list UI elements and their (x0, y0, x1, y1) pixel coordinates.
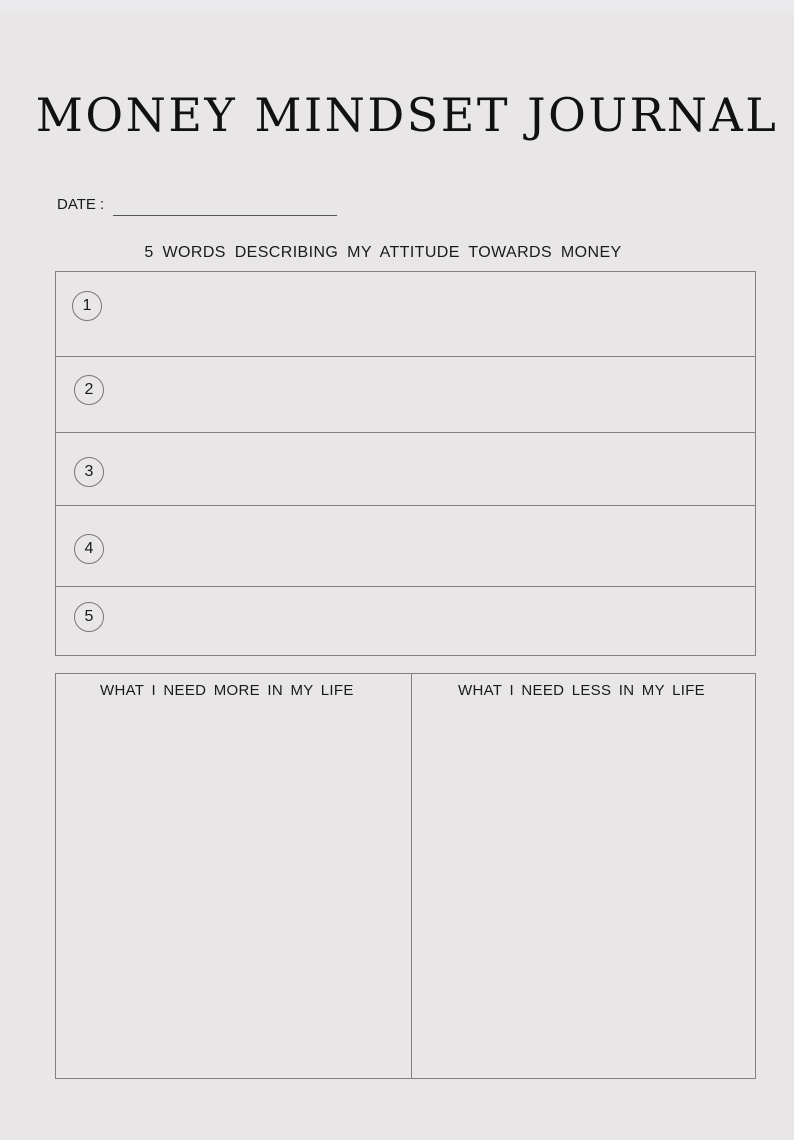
row-divider (56, 356, 755, 357)
page-title: MONEY MINDSET JOURNAL (35, 88, 779, 142)
page-top-strip (0, 0, 794, 12)
word-number-2: 2 (74, 375, 104, 405)
words-table (55, 271, 756, 656)
need-less-heading: WHAT I NEED LESS IN MY LIFE (458, 682, 705, 699)
needs-table (55, 673, 756, 1079)
need-more-heading: WHAT I NEED MORE IN MY LIFE (100, 682, 354, 699)
row-divider (56, 432, 755, 433)
word-number-4: 4 (74, 534, 104, 564)
date-field[interactable] (113, 215, 337, 216)
word-number-5: 5 (74, 602, 104, 632)
row-divider (56, 505, 755, 506)
date-label: DATE : (57, 196, 105, 213)
words-section-heading: 5 WORDS DESCRIBING MY ATTITUDE TOWARDS MONEY (144, 244, 622, 261)
word-number-1: 1 (72, 291, 102, 321)
word-number-3: 3 (74, 457, 104, 487)
row-divider (56, 586, 755, 587)
column-divider (411, 674, 412, 1078)
